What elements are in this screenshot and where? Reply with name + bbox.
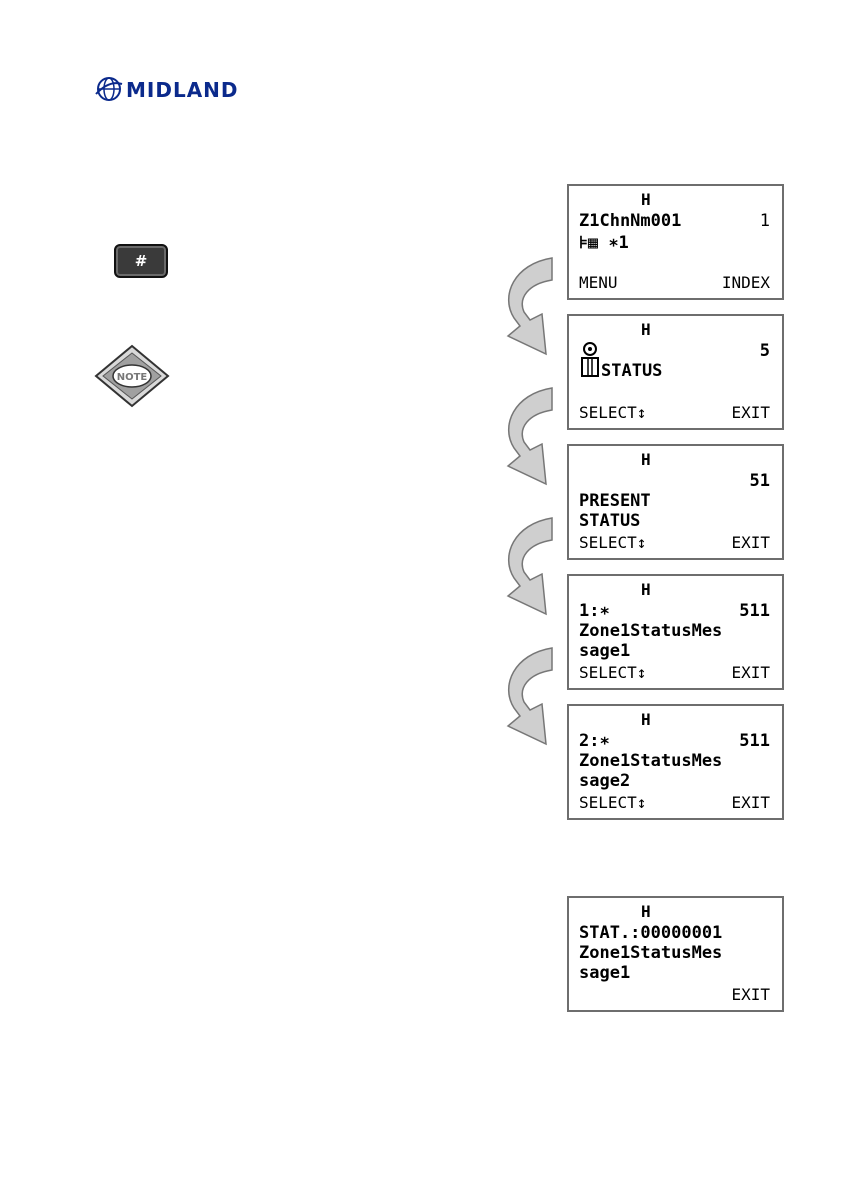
softkey-bar xyxy=(579,403,770,422)
lcd-screen-status-menu xyxy=(567,314,784,430)
high-power-indicator: H xyxy=(641,320,651,339)
softkey-exit: EXIT xyxy=(731,403,770,422)
softkey-index: INDEX xyxy=(721,273,770,292)
menu-number: 511 xyxy=(739,601,770,621)
softkey-select: SELECT↕ xyxy=(579,793,647,812)
note-label: NOTE xyxy=(116,372,148,383)
softkey-menu: MENU xyxy=(579,273,618,292)
softkey-bar xyxy=(579,533,770,552)
curved-arrow-icon xyxy=(496,384,568,494)
softkey-select: SELECT↕ xyxy=(579,663,647,682)
status-code: STAT.:00000001 xyxy=(579,923,723,943)
lcd-screen-present-status xyxy=(567,444,784,560)
status-message-line-1: Zone1StatusMes xyxy=(579,943,723,963)
midland-logo xyxy=(94,72,266,108)
menu-line-1: PRESENT xyxy=(579,491,651,511)
softkey-bar xyxy=(579,273,770,292)
lcd-screen-status-1 xyxy=(567,574,784,690)
softkey-bar xyxy=(579,663,770,682)
menu-line-2: STATUS xyxy=(579,511,641,531)
globe-icon xyxy=(94,74,124,104)
status-index: 2:∗ xyxy=(579,731,610,751)
channel-name: Z1ChnNm001 xyxy=(579,211,682,231)
channel-number: 1 xyxy=(759,211,770,231)
softkey-select: SELECT↕ xyxy=(579,403,647,422)
high-power-indicator: H xyxy=(641,902,651,921)
high-power-indicator: H xyxy=(641,450,651,469)
menu-title: STATUS xyxy=(601,361,663,381)
curved-arrow-icon xyxy=(496,644,568,754)
menu-number: 511 xyxy=(739,731,770,751)
high-power-indicator: H xyxy=(641,190,651,209)
curved-arrow-icon xyxy=(496,254,568,364)
status-message-line-1: Zone1StatusMes xyxy=(579,751,723,771)
lcd-screen-home xyxy=(567,184,784,300)
status-message-line-2: sage1 xyxy=(579,963,631,983)
status-icons: ⊧▦ ∗1 xyxy=(579,233,629,253)
hash-key-icon: # xyxy=(114,244,168,278)
softkey-exit: EXIT xyxy=(731,663,770,682)
high-power-indicator: H xyxy=(641,580,651,599)
status-message-line-2: sage1 xyxy=(579,641,631,661)
brand-name: MIDLAND xyxy=(126,78,239,102)
softkey-exit: EXIT xyxy=(731,793,770,812)
high-power-indicator: H xyxy=(641,710,651,729)
menu-number: 5 xyxy=(759,341,770,361)
lcd-screen-status-2 xyxy=(567,704,784,820)
note-icon xyxy=(92,344,172,408)
menu-number: 51 xyxy=(749,471,770,491)
softkey-exit: EXIT xyxy=(731,533,770,552)
softkey-select: SELECT↕ xyxy=(579,533,647,552)
status-message-line-2: sage2 xyxy=(579,771,631,791)
softkey-bar xyxy=(579,985,770,1004)
softkey-bar xyxy=(579,793,770,812)
person-icon xyxy=(579,340,601,378)
status-message-line-1: Zone1StatusMes xyxy=(579,621,723,641)
softkey-exit: EXIT xyxy=(731,985,770,1004)
curved-arrow-icon xyxy=(496,514,568,624)
status-index: 1:∗ xyxy=(579,601,610,621)
lcd-screen-status-detail xyxy=(567,896,784,1012)
